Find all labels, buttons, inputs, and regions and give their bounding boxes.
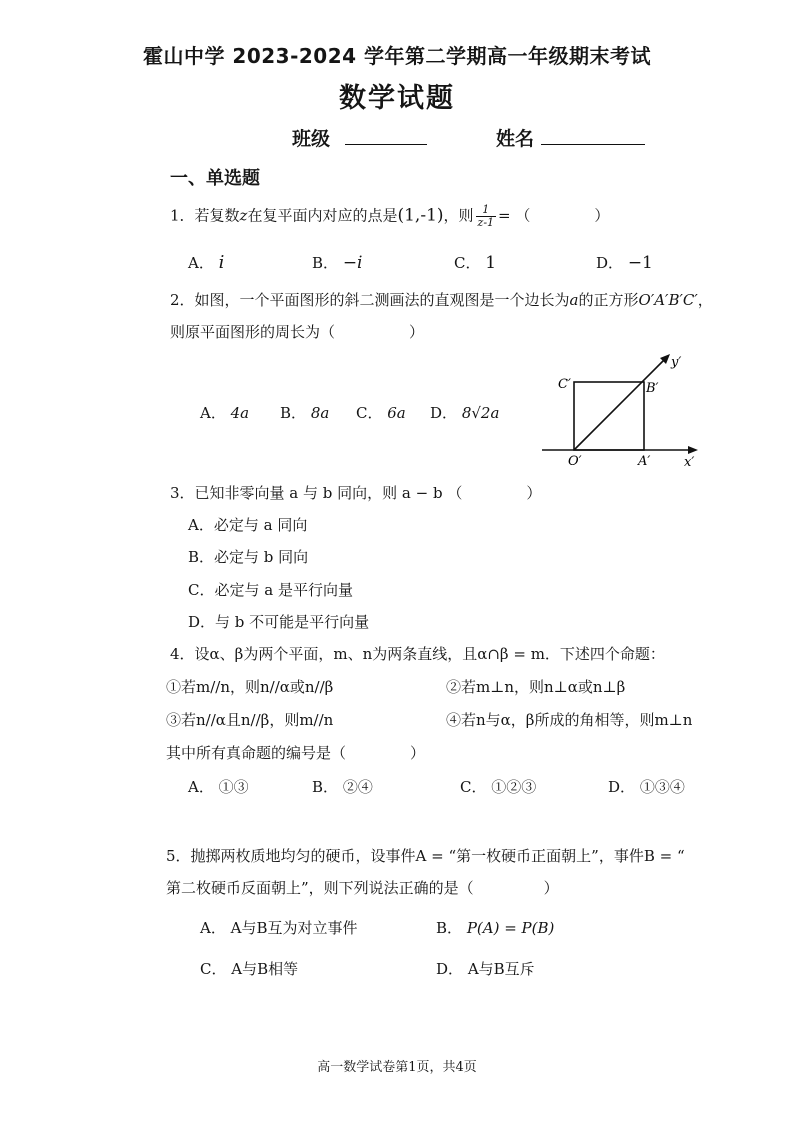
q5-option-a[interactable]: A． A与B互为对立事件: [200, 919, 358, 937]
question-4-ask: 其中所有真命题的编号是（ ）: [166, 744, 426, 762]
q4-option-b[interactable]: B． ②④: [312, 778, 373, 796]
q3-option-a[interactable]: A．必定与 a 同向: [188, 516, 308, 534]
q3-option-c[interactable]: C．必定与 a 是平行向量: [188, 581, 353, 599]
q2-option-c[interactable]: C． 6a: [356, 404, 406, 422]
name-field: [496, 124, 645, 151]
q1-option-c[interactable]: C． 1: [454, 253, 497, 273]
fraction: $\frac{1}{z-1}$: [477, 203, 495, 229]
exam-subtitle: 数学试题: [339, 83, 455, 114]
exam-title: 霍山中学 2023-2024 学年第二学期高一年级期末考试: [142, 44, 652, 68]
label-o: O′: [568, 454, 582, 469]
oblique-square-figure: [538, 348, 708, 472]
question-5-stem-line1: 5．抛掷两枚质地均匀的硬币，设事件A = “第一枚硬币正面朝上”，事件B = “: [166, 847, 685, 865]
q5-option-c[interactable]: C． A与B相等: [200, 960, 299, 978]
class-field: [292, 124, 427, 151]
question-2-stem-line2: 则原平面图形的周长为（ ）: [170, 323, 425, 341]
section-title: 一、单选题: [170, 168, 260, 189]
q3-option-b[interactable]: B．必定与 b 同向: [188, 548, 309, 566]
label-c: C′: [558, 377, 571, 392]
name-blank[interactable]: [541, 144, 645, 145]
question-1-stem: 1．若复数z在复平面内对应的点是(1,-1)，则 $\frac{1}{z-1}$ = （ ）: [170, 203, 610, 229]
label-y: y′: [671, 355, 682, 370]
question-5-stem-line2: 第二枚硬币反面朝上”，则下列说法正确的是（ ）: [166, 879, 559, 897]
page-footer: 高一数学试卷第1页，共4页: [317, 1060, 477, 1075]
question-2-stem-line1: 2．如图，一个平面图形的斜二测画法的直观图是一个边长为a的正方形O′A′B′C′，: [170, 291, 713, 309]
q2-option-d[interactable]: D． 8√2a: [430, 404, 500, 422]
x-axis-arrow-icon: [688, 446, 698, 454]
q4-option-d[interactable]: D． ①③④: [608, 778, 685, 796]
proposition-2: ②若m⊥n，则n⊥α或n⊥β: [446, 678, 626, 696]
label-a: A′: [638, 454, 651, 469]
name-label: 姓名: [496, 128, 535, 150]
label-x: x′: [684, 455, 695, 470]
class-blank[interactable]: [345, 144, 427, 145]
question-4-stem: 4．设α、β为两个平面，m、n为两条直线，且α∩β = m．下述四个命题：: [170, 645, 665, 663]
q2-option-a[interactable]: A． 4a: [200, 404, 250, 422]
label-b: B′: [646, 381, 659, 396]
proposition-1: ①若m//n，则n//α或n//β: [166, 678, 334, 696]
q2-option-b[interactable]: B． 8a: [280, 404, 330, 422]
q1-option-a[interactable]: A． i: [188, 252, 225, 273]
proposition-4: ④若n与α，β所成的角相等，则m⊥n: [446, 711, 693, 729]
q3-option-d[interactable]: D．与 b 不可能是平行向量: [188, 613, 370, 631]
q4-option-a[interactable]: A． ①③: [188, 778, 249, 796]
q5-option-b[interactable]: B． P(A) = P(B): [436, 919, 555, 937]
q5-option-d[interactable]: D． A与B互斥: [436, 960, 535, 978]
class-label: 班级: [292, 128, 331, 150]
q1-option-b[interactable]: B． −i: [312, 253, 363, 273]
question-3-stem: 3．已知非零向量 a 与 b 同向，则 a − b （ ）: [170, 484, 542, 502]
y-axis: [574, 358, 666, 450]
q4-option-c[interactable]: C． ①②③: [460, 778, 537, 796]
q1-option-d[interactable]: D． −1: [596, 253, 653, 273]
proposition-3: ③若n//α且n//β，则m//n: [166, 711, 334, 729]
